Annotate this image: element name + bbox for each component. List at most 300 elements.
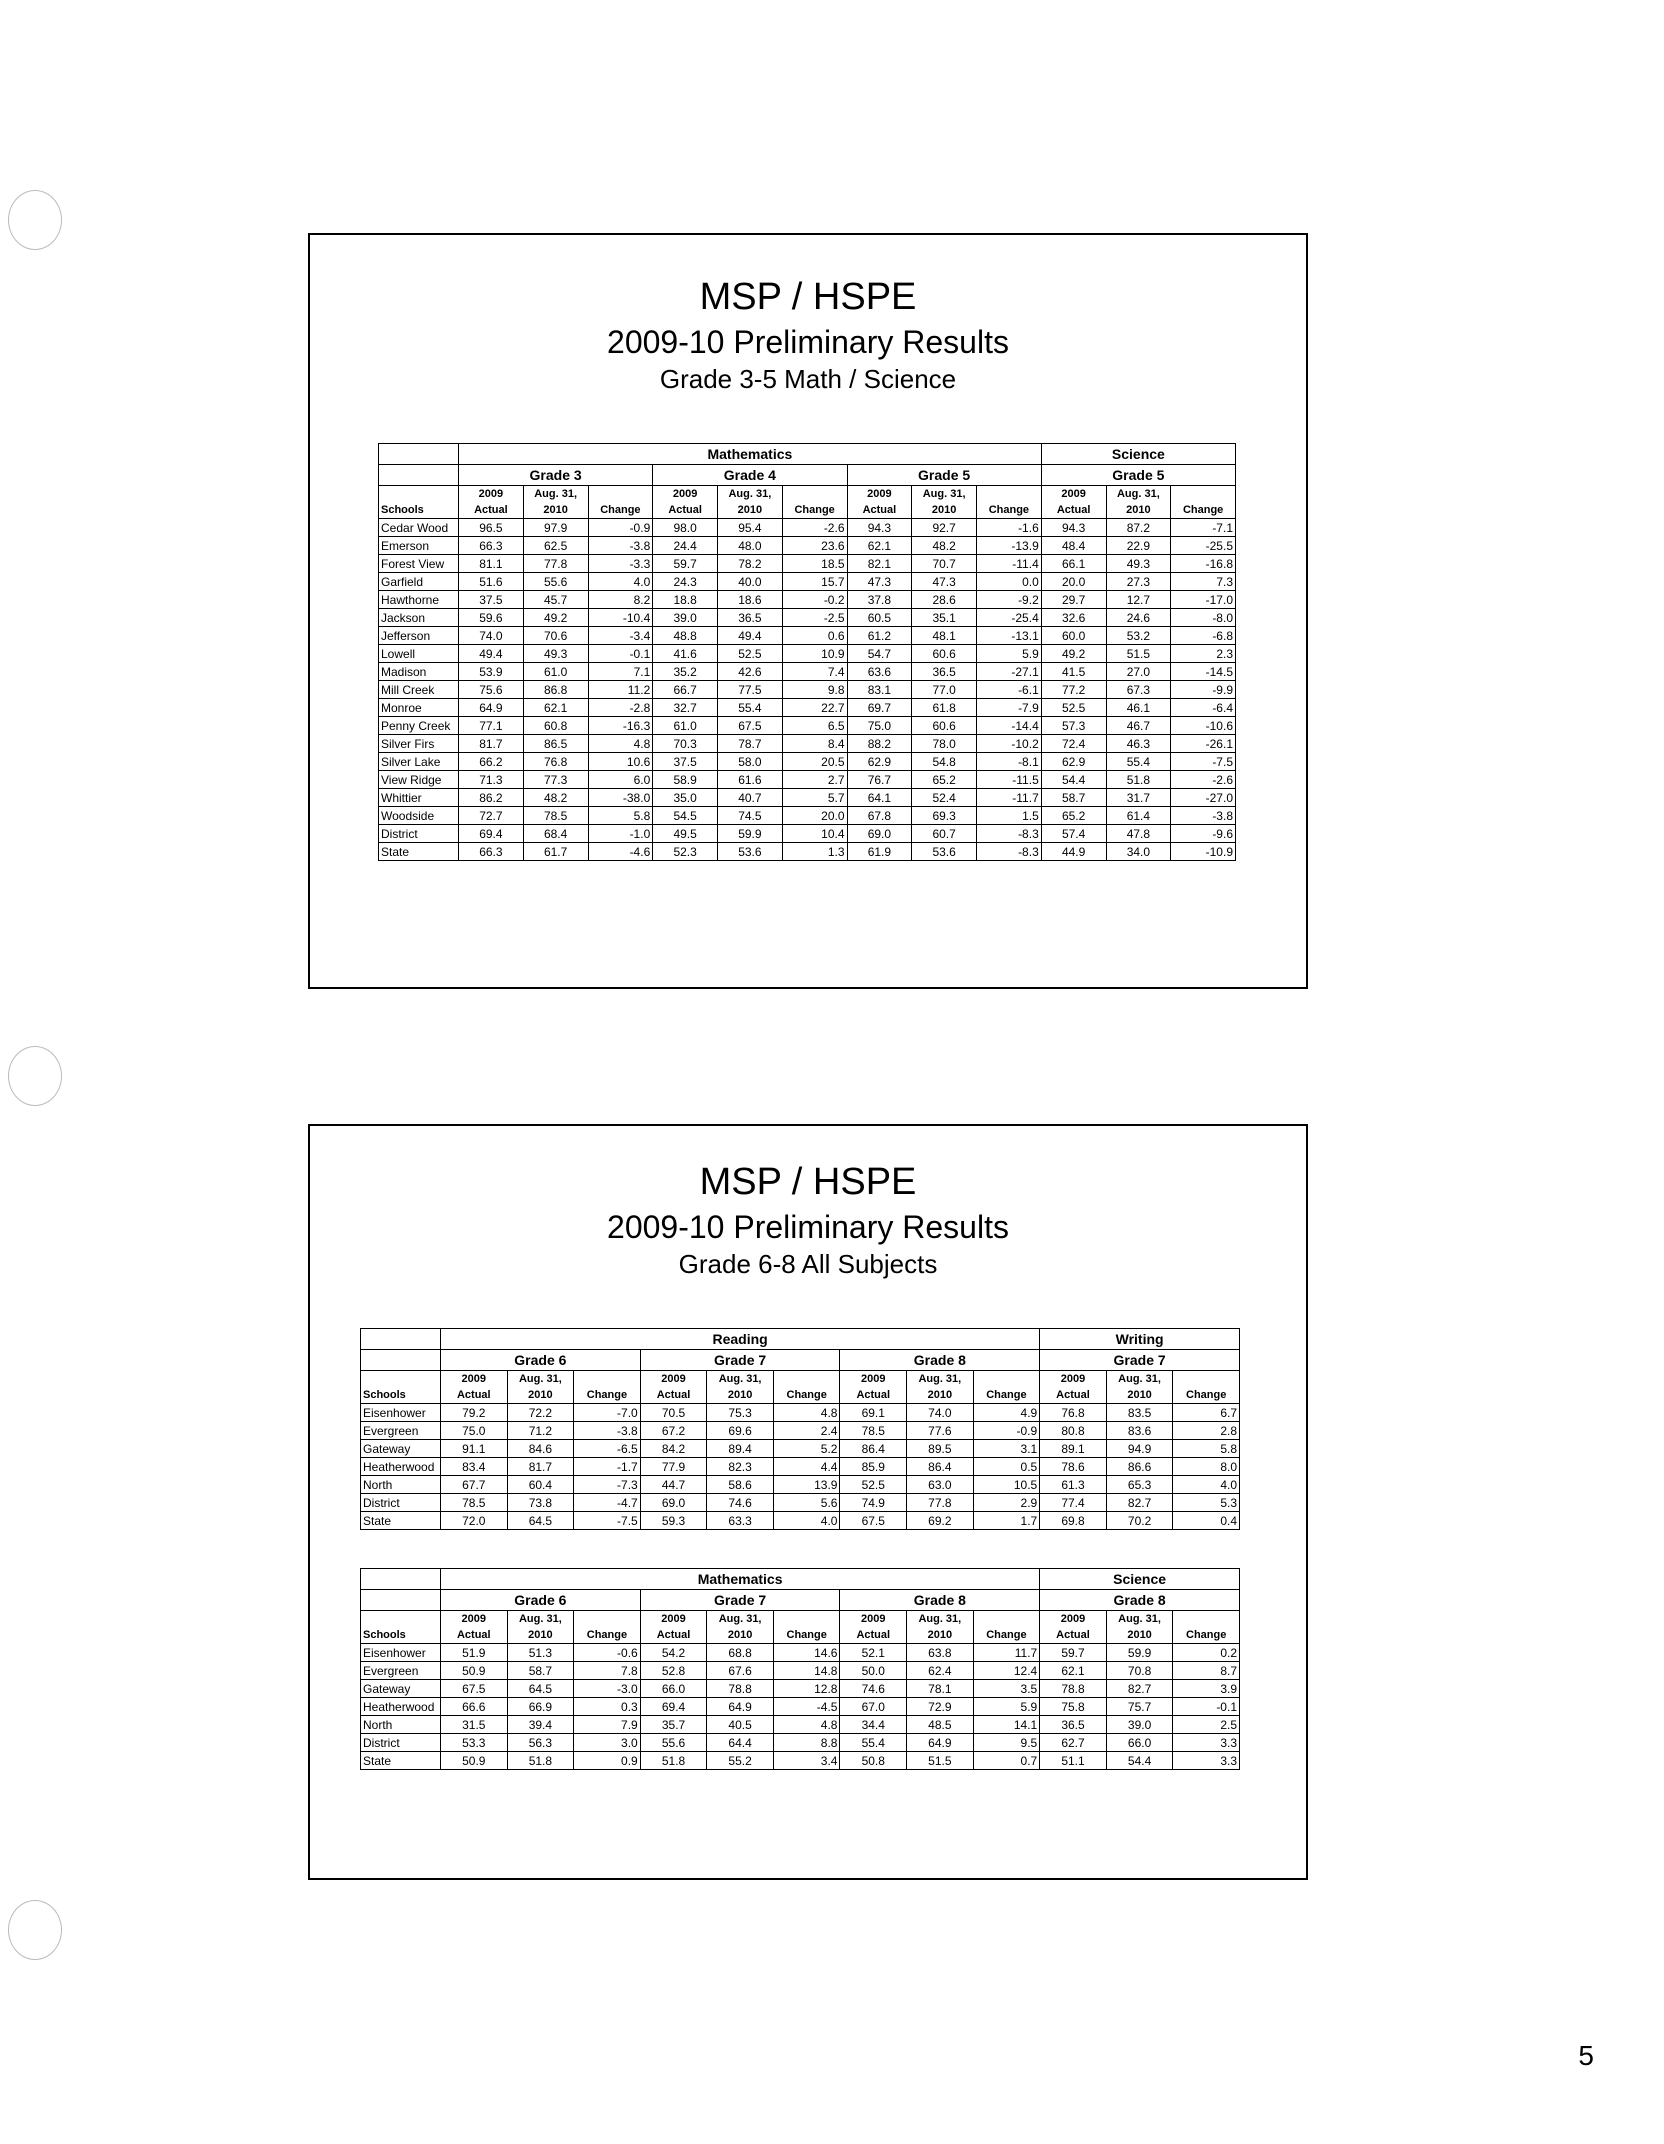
score-value: 54.8: [912, 753, 977, 771]
col-header-year: 2010: [718, 502, 783, 519]
score-value: 77.5: [718, 681, 783, 699]
schools-header-spacer: [361, 1611, 441, 1628]
grade-header: Grade 6: [441, 1350, 641, 1371]
table-row: [379, 717, 1236, 735]
slide-title: MSP / HSPE: [699, 276, 917, 318]
school-name: Hawthorne: [379, 591, 459, 609]
score-value: 69.6: [707, 1422, 774, 1440]
score-value: 47.3: [912, 573, 977, 591]
school-name: View Ridge: [379, 771, 459, 789]
score-value: 74.6: [840, 1680, 907, 1698]
score-value: 54.5: [653, 807, 718, 825]
change-value: 7.3: [1171, 573, 1236, 591]
school-name: Jefferson: [379, 627, 459, 645]
math-science-table: [360, 1568, 1240, 1770]
change-value: -3.8: [574, 1422, 641, 1440]
score-value: 64.9: [707, 1698, 774, 1716]
change-value: 20.5: [782, 753, 847, 771]
change-value: -6.5: [574, 1440, 641, 1458]
col-header-year: 2009: [1040, 1371, 1107, 1388]
slide-subheading: Grade 6-8 All Subjects: [678, 1249, 938, 1279]
change-value: 3.4: [773, 1752, 840, 1770]
grade-header: Grade 7: [640, 1590, 840, 1611]
score-value: 51.5: [1106, 645, 1171, 663]
score-value: 55.2: [707, 1752, 774, 1770]
score-value: 81.7: [507, 1458, 574, 1476]
change-value: 18.5: [782, 555, 847, 573]
change-value: 4.4: [773, 1458, 840, 1476]
score-value: 89.1: [1040, 1440, 1107, 1458]
score-value: 86.5: [523, 735, 588, 753]
score-value: 67.0: [840, 1698, 907, 1716]
score-value: 67.2: [640, 1422, 707, 1440]
change-value: 5.9: [973, 1698, 1040, 1716]
score-value: 55.6: [640, 1734, 707, 1752]
change-value: -11.5: [977, 771, 1042, 789]
change-value: -6.8: [1171, 627, 1236, 645]
grade-header: Grade 8: [840, 1350, 1040, 1371]
score-value: 64.4: [707, 1734, 774, 1752]
col-header-year: 2010: [1106, 1387, 1173, 1404]
change-value: -13.1: [977, 627, 1042, 645]
corner-cell: [361, 1569, 441, 1590]
score-value: 68.4: [523, 825, 588, 843]
change-value: 3.1: [973, 1440, 1040, 1458]
col-header-year: 2009: [1040, 1611, 1107, 1628]
change-value: -3.4: [588, 627, 653, 645]
score-value: 66.9: [507, 1698, 574, 1716]
change-value: 5.8: [588, 807, 653, 825]
score-value: 52.5: [718, 645, 783, 663]
col-header-year: 2009: [640, 1371, 707, 1388]
score-value: 66.3: [459, 537, 524, 555]
change-value: 7.9: [574, 1716, 641, 1734]
score-value: 52.8: [640, 1662, 707, 1680]
school-name: District: [379, 825, 459, 843]
score-value: 58.7: [507, 1662, 574, 1680]
corner-cell: [361, 1590, 441, 1611]
score-value: 55.4: [1106, 753, 1171, 771]
score-value: 55.4: [840, 1734, 907, 1752]
score-value: 51.8: [507, 1752, 574, 1770]
col-header-year: 2009: [840, 1371, 907, 1388]
score-value: 61.0: [653, 717, 718, 735]
score-value: 72.4: [1041, 735, 1106, 753]
col-header-spacer: [1173, 1611, 1240, 1628]
score-value: 67.5: [718, 717, 783, 735]
score-value: 56.3: [507, 1734, 574, 1752]
table-row: [379, 843, 1236, 861]
score-value: 67.3: [1106, 681, 1171, 699]
change-value: -14.4: [977, 717, 1042, 735]
score-value: 76.8: [523, 753, 588, 771]
change-value: 11.7: [973, 1644, 1040, 1662]
score-value: 66.7: [653, 681, 718, 699]
subject-header: Reading: [441, 1329, 1040, 1350]
change-value: 2.9: [973, 1494, 1040, 1512]
col-header-actual: Actual: [640, 1387, 707, 1404]
score-value: 53.2: [1106, 627, 1171, 645]
score-value: 51.1: [1040, 1752, 1107, 1770]
score-value: 78.1: [907, 1680, 974, 1698]
schools-header-spacer: [361, 1371, 441, 1388]
score-value: 18.6: [718, 591, 783, 609]
change-value: 9.5: [973, 1734, 1040, 1752]
score-value: 79.2: [441, 1404, 508, 1422]
change-value: 3.3: [1173, 1734, 1240, 1752]
change-value: 4.0: [1173, 1476, 1240, 1494]
col-header-year: 2010: [1106, 502, 1171, 519]
score-value: 53.3: [441, 1734, 508, 1752]
score-value: 40.5: [707, 1716, 774, 1734]
table-row: [361, 1512, 1240, 1530]
grade-header: Grade 7: [1040, 1350, 1240, 1371]
score-value: 74.6: [707, 1494, 774, 1512]
punch-hole: [8, 190, 62, 250]
score-value: 78.0: [912, 735, 977, 753]
table-row: [379, 807, 1236, 825]
change-value: -16.3: [588, 717, 653, 735]
score-value: 69.8: [1040, 1512, 1107, 1530]
score-value: 61.6: [718, 771, 783, 789]
change-value: -0.1: [1173, 1698, 1240, 1716]
table-row: [361, 1752, 1240, 1770]
change-value: 6.0: [588, 771, 653, 789]
score-value: 69.0: [640, 1494, 707, 1512]
score-value: 58.7: [1041, 789, 1106, 807]
table-row: [379, 789, 1236, 807]
score-value: 52.5: [1041, 699, 1106, 717]
score-value: 75.6: [459, 681, 524, 699]
col-header-year: 2010: [507, 1387, 574, 1404]
col-header-change: Change: [588, 502, 653, 519]
change-value: -27.1: [977, 663, 1042, 681]
score-value: 53.6: [718, 843, 783, 861]
score-value: 75.0: [847, 717, 912, 735]
score-value: 70.6: [523, 627, 588, 645]
change-value: 5.7: [782, 789, 847, 807]
score-value: 52.1: [840, 1644, 907, 1662]
table-row: [379, 735, 1236, 753]
slide-subheading: Grade 3-5 Math / Science: [659, 364, 957, 394]
score-value: 46.1: [1106, 699, 1171, 717]
col-header-change: Change: [973, 1387, 1040, 1404]
score-value: 89.4: [707, 1440, 774, 1458]
change-value: -10.9: [1171, 843, 1236, 861]
col-header-date: Aug. 31,: [1106, 486, 1171, 503]
score-value: 72.0: [441, 1512, 508, 1530]
change-value: 5.6: [773, 1494, 840, 1512]
score-value: 66.6: [441, 1698, 508, 1716]
slide-subtitle: 2009-10 Preliminary Results: [607, 324, 1009, 360]
change-value: 3.9: [1173, 1680, 1240, 1698]
school-name: North: [361, 1476, 441, 1494]
change-value: 22.7: [782, 699, 847, 717]
score-value: 78.8: [707, 1680, 774, 1698]
score-value: 94.9: [1106, 1440, 1173, 1458]
change-value: 0.9: [574, 1752, 641, 1770]
score-value: 62.5: [523, 537, 588, 555]
col-header-actual: Actual: [840, 1387, 907, 1404]
score-value: 60.8: [523, 717, 588, 735]
school-name: North: [361, 1716, 441, 1734]
score-value: 40.0: [718, 573, 783, 591]
score-value: 37.5: [459, 591, 524, 609]
change-value: 4.8: [773, 1716, 840, 1734]
school-name: District: [361, 1734, 441, 1752]
school-name: Gateway: [361, 1680, 441, 1698]
score-value: 96.5: [459, 519, 524, 537]
score-value: 32.6: [1041, 609, 1106, 627]
score-value: 60.6: [912, 717, 977, 735]
score-value: 37.5: [653, 753, 718, 771]
col-header-spacer: [574, 1611, 641, 1628]
score-value: 36.5: [912, 663, 977, 681]
change-value: 5.8: [1173, 1440, 1240, 1458]
score-value: 70.3: [653, 735, 718, 753]
change-value: 14.8: [773, 1662, 840, 1680]
table-row: [379, 519, 1236, 537]
col-header-actual: Actual: [1040, 1627, 1107, 1644]
score-value: 51.5: [907, 1752, 974, 1770]
grade-header: Grade 7: [640, 1350, 840, 1371]
score-value: 92.7: [912, 519, 977, 537]
score-value: 60.7: [912, 825, 977, 843]
change-value: -1.6: [977, 519, 1042, 537]
score-value: 69.7: [847, 699, 912, 717]
score-value: 47.3: [847, 573, 912, 591]
score-value: 64.9: [459, 699, 524, 717]
corner-cell: [379, 444, 459, 465]
score-value: 94.3: [1041, 519, 1106, 537]
score-value: 57.4: [1041, 825, 1106, 843]
table-row: [361, 1662, 1240, 1680]
score-value: 31.5: [441, 1716, 508, 1734]
change-value: -3.0: [574, 1680, 641, 1698]
score-value: 49.5: [653, 825, 718, 843]
table-row: [361, 1404, 1240, 1422]
score-value: 47.8: [1106, 825, 1171, 843]
change-value: -2.6: [782, 519, 847, 537]
score-value: 80.8: [1040, 1422, 1107, 1440]
table-row: [361, 1440, 1240, 1458]
col-header-spacer: [782, 486, 847, 503]
change-value: -0.2: [782, 591, 847, 609]
col-header-actual: Actual: [1041, 502, 1106, 519]
grade-header: Grade 5: [1041, 465, 1235, 486]
corner-cell: [361, 1350, 441, 1371]
score-value: 78.5: [840, 1422, 907, 1440]
change-value: -7.5: [1171, 753, 1236, 771]
col-header-year: 2009: [441, 1371, 508, 1388]
score-value: 50.9: [441, 1662, 508, 1680]
score-value: 75.3: [707, 1404, 774, 1422]
school-name: Gateway: [361, 1440, 441, 1458]
grade-header: Grade 5: [847, 465, 1041, 486]
change-value: 2.3: [1171, 645, 1236, 663]
score-value: 72.7: [459, 807, 524, 825]
change-value: 9.8: [782, 681, 847, 699]
change-value: -14.5: [1171, 663, 1236, 681]
score-value: 39.0: [1106, 1716, 1173, 1734]
change-value: -2.6: [1171, 771, 1236, 789]
change-value: 10.4: [782, 825, 847, 843]
score-value: 24.4: [653, 537, 718, 555]
change-value: 15.7: [782, 573, 847, 591]
score-value: 67.5: [840, 1512, 907, 1530]
col-header-date: Aug. 31,: [707, 1611, 774, 1628]
score-value: 24.6: [1106, 609, 1171, 627]
change-value: -16.8: [1171, 555, 1236, 573]
score-value: 49.2: [1041, 645, 1106, 663]
change-value: 0.7: [973, 1752, 1040, 1770]
score-value: 48.2: [912, 537, 977, 555]
change-value: -4.6: [588, 843, 653, 861]
score-value: 83.1: [847, 681, 912, 699]
score-value: 41.6: [653, 645, 718, 663]
score-value: 62.9: [1041, 753, 1106, 771]
score-value: 60.5: [847, 609, 912, 627]
school-name: Cedar Wood: [379, 519, 459, 537]
change-value: 14.1: [973, 1716, 1040, 1734]
change-value: -8.1: [977, 753, 1042, 771]
score-value: 49.2: [523, 609, 588, 627]
school-name: Silver Firs: [379, 735, 459, 753]
table-row: [379, 609, 1236, 627]
col-header-year: 2009: [459, 486, 524, 503]
table-row: [379, 555, 1236, 573]
school-name: Forest View: [379, 555, 459, 573]
score-value: 58.0: [718, 753, 783, 771]
score-value: 65.2: [1041, 807, 1106, 825]
change-value: -10.6: [1171, 717, 1236, 735]
score-value: 66.0: [1106, 1734, 1173, 1752]
score-value: 66.0: [640, 1680, 707, 1698]
score-value: 69.4: [459, 825, 524, 843]
change-value: 8.0: [1173, 1458, 1240, 1476]
col-header-change: Change: [773, 1387, 840, 1404]
score-value: 84.6: [507, 1440, 574, 1458]
score-value: 39.4: [507, 1716, 574, 1734]
score-value: 59.6: [459, 609, 524, 627]
punch-hole: [8, 1900, 62, 1960]
change-value: -38.0: [588, 789, 653, 807]
change-value: -0.1: [588, 645, 653, 663]
table-row: [361, 1494, 1240, 1512]
school-name: Penny Creek: [379, 717, 459, 735]
score-value: 66.2: [459, 753, 524, 771]
score-value: 95.4: [718, 519, 783, 537]
score-value: 49.4: [718, 627, 783, 645]
slide-2: [308, 1124, 1308, 1880]
score-value: 77.8: [907, 1494, 974, 1512]
score-value: 48.0: [718, 537, 783, 555]
col-header-spacer: [1171, 486, 1236, 503]
table-row: [379, 537, 1236, 555]
col-header-date: Aug. 31,: [523, 486, 588, 503]
change-value: 14.6: [773, 1644, 840, 1662]
score-value: 64.1: [847, 789, 912, 807]
score-value: 78.5: [523, 807, 588, 825]
change-value: 0.2: [1173, 1644, 1240, 1662]
score-value: 67.5: [441, 1680, 508, 1698]
score-value: 71.2: [507, 1422, 574, 1440]
score-value: 77.0: [912, 681, 977, 699]
score-value: 77.8: [523, 555, 588, 573]
change-value: -0.9: [973, 1422, 1040, 1440]
table-row: [361, 1734, 1240, 1752]
score-value: 52.4: [912, 789, 977, 807]
col-header-change: Change: [973, 1627, 1040, 1644]
score-value: 87.2: [1106, 519, 1171, 537]
change-value: 6.7: [1173, 1404, 1240, 1422]
score-value: 51.8: [1106, 771, 1171, 789]
score-value: 77.4: [1040, 1494, 1107, 1512]
change-value: 10.6: [588, 753, 653, 771]
table-row: [379, 591, 1236, 609]
change-value: -3.8: [588, 537, 653, 555]
col-header-actual: Actual: [847, 502, 912, 519]
col-header-actual: Actual: [441, 1387, 508, 1404]
col-header-actual: Actual: [653, 502, 718, 519]
school-name: Monroe: [379, 699, 459, 717]
change-value: 20.0: [782, 807, 847, 825]
score-value: 63.6: [847, 663, 912, 681]
school-name: Madison: [379, 663, 459, 681]
score-value: 98.0: [653, 519, 718, 537]
score-value: 84.2: [640, 1440, 707, 1458]
grade-header: Grade 8: [840, 1590, 1040, 1611]
score-value: 82.7: [1106, 1494, 1173, 1512]
change-value: 2.8: [1173, 1422, 1240, 1440]
school-name: Whittier: [379, 789, 459, 807]
change-value: 12.8: [773, 1680, 840, 1698]
col-header-year: 2010: [907, 1627, 974, 1644]
score-value: 51.6: [459, 573, 524, 591]
score-value: 27.3: [1106, 573, 1171, 591]
slide-title: MSP / HSPE: [699, 1161, 917, 1203]
score-value: 89.5: [907, 1440, 974, 1458]
score-value: 65.3: [1106, 1476, 1173, 1494]
col-header-date: Aug. 31,: [718, 486, 783, 503]
change-value: 2.4: [773, 1422, 840, 1440]
change-value: -8.3: [977, 825, 1042, 843]
change-value: -0.9: [588, 519, 653, 537]
score-value: 12.7: [1106, 591, 1171, 609]
col-header-actual: Actual: [441, 1627, 508, 1644]
score-value: 61.8: [912, 699, 977, 717]
col-header-actual: Actual: [1040, 1387, 1107, 1404]
col-header-date: Aug. 31,: [507, 1611, 574, 1628]
change-value: -17.0: [1171, 591, 1236, 609]
change-value: 7.8: [574, 1662, 641, 1680]
score-value: 55.4: [718, 699, 783, 717]
table-row: [361, 1698, 1240, 1716]
score-value: 58.9: [653, 771, 718, 789]
score-value: 62.4: [907, 1662, 974, 1680]
score-value: 59.7: [653, 555, 718, 573]
change-value: 4.0: [588, 573, 653, 591]
corner-cell: [379, 465, 459, 486]
score-value: 54.4: [1106, 1752, 1173, 1770]
change-value: 5.9: [977, 645, 1042, 663]
col-header-change: Change: [1173, 1387, 1240, 1404]
school-name: Eisenhower: [361, 1644, 441, 1662]
score-value: 44.7: [640, 1476, 707, 1494]
col-header-year: 2010: [707, 1627, 774, 1644]
col-header-year: 2009: [1041, 486, 1106, 503]
col-header-year: 2009: [847, 486, 912, 503]
